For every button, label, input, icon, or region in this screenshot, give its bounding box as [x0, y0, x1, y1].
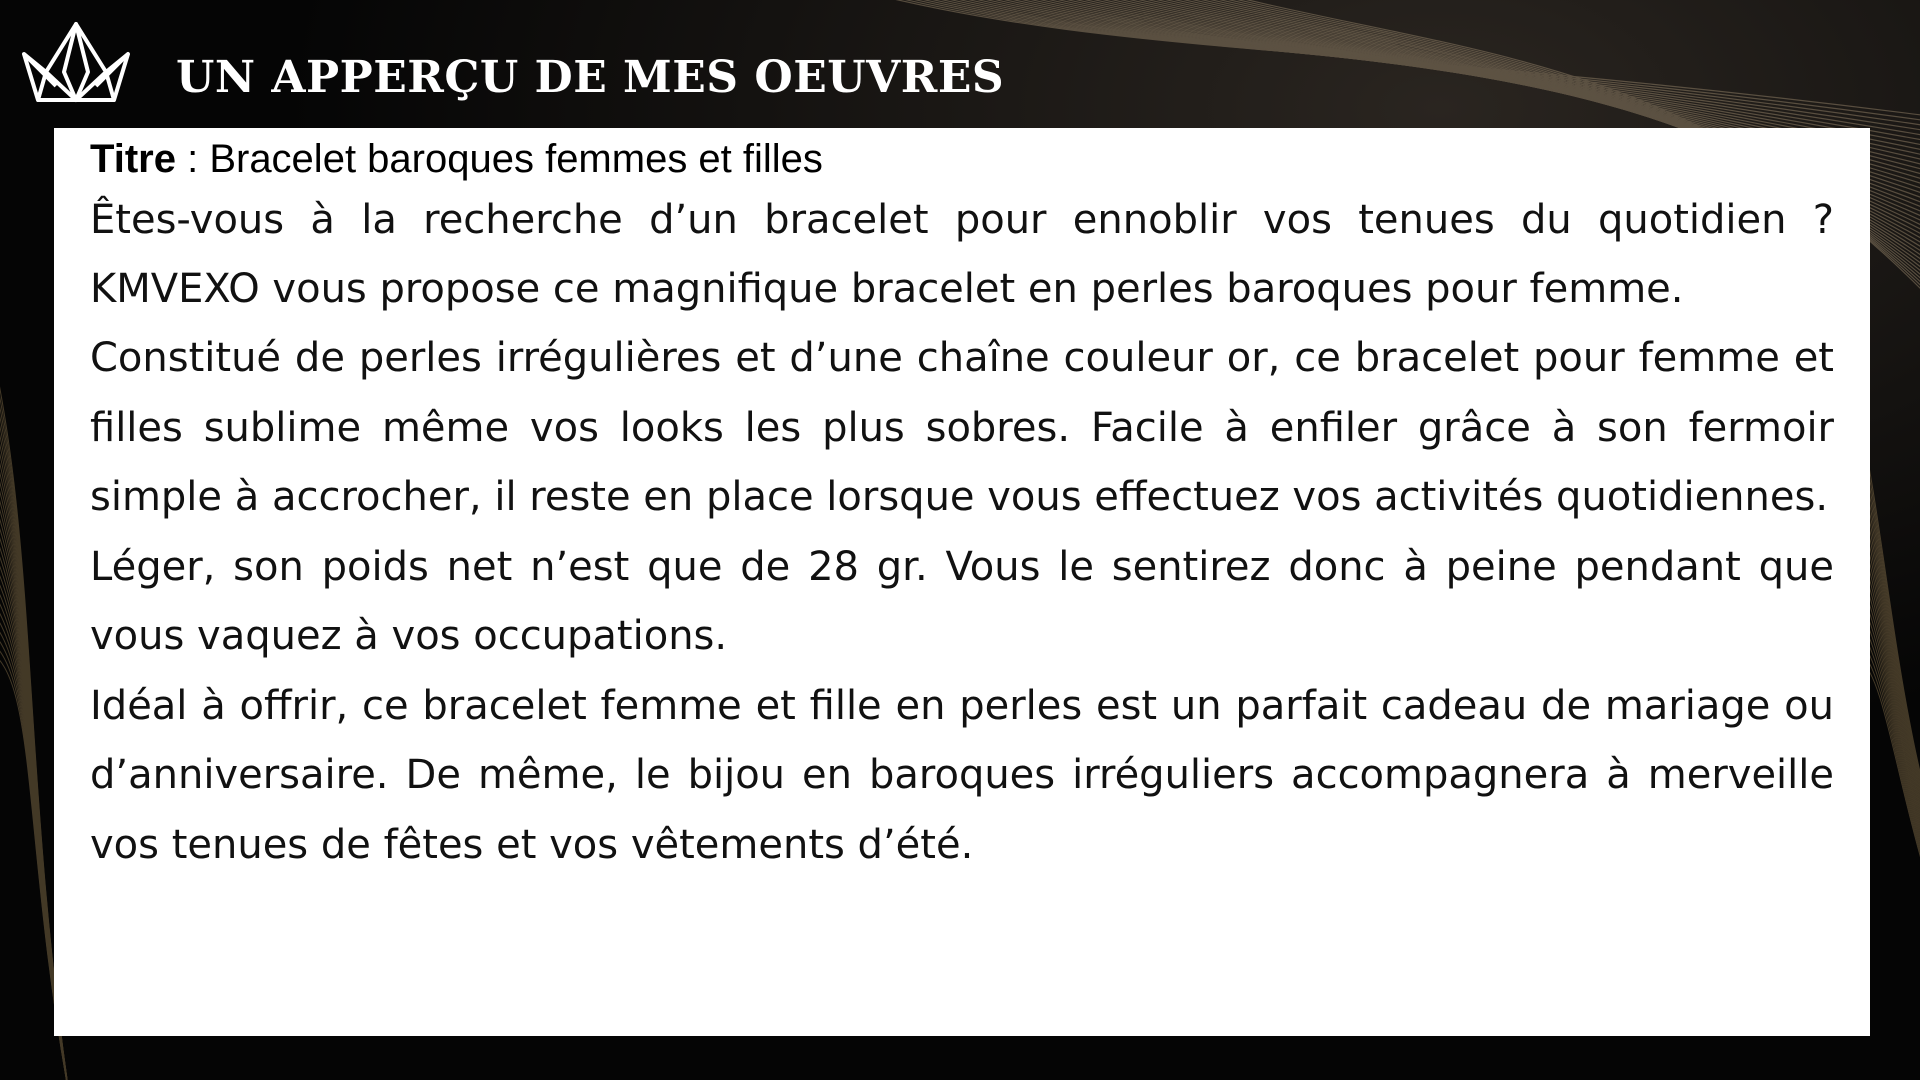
- title-separator: :: [175, 137, 210, 181]
- page-title: UN APPERÇU DE MES OEUVRES: [176, 52, 1005, 103]
- paragraph-composition: Constitué de perles irrégulières et d’une chaîne couleur or, ce bracelet pour femme et filles sublime même vos looks les plus sobres. Facile à enfiler grâce à son fermoir simple à accrocher, il reste en place lorsque vous effectuez vos activités quotidiennes.: [90, 335, 1834, 520]
- paragraph-intro: Êtes-vous à la recherche d’un bracelet pour ennoblir vos tenues du quotidien ? KMVEXO vous propose ce magnifique bracelet en perles baroques pour femme.: [90, 197, 1834, 312]
- title-value: Bracelet baroques femmes et filles: [209, 137, 823, 181]
- title-label: Titre: [90, 137, 176, 181]
- crown-gem-icon: [16, 20, 136, 108]
- paragraph-weight: Léger, son poids net n’est que de 28 gr. Vous le sentirez donc à peine pendant que vous vaquez à vos occupations.: [90, 543, 1834, 659]
- paragraph-gift: Idéal à offrir, ce bracelet femme et fille en perles est un parfait cadeau de mariage ou d’anniversaire. De même, le bijou en baroques irréguliers accompagnera à merveille vos tenues de fêtes et vos vêtements d’été.: [90, 682, 1834, 868]
- description-body: [90, 186, 1834, 880]
- description-panel: [54, 128, 1870, 1036]
- product-title-line: [90, 128, 1834, 186]
